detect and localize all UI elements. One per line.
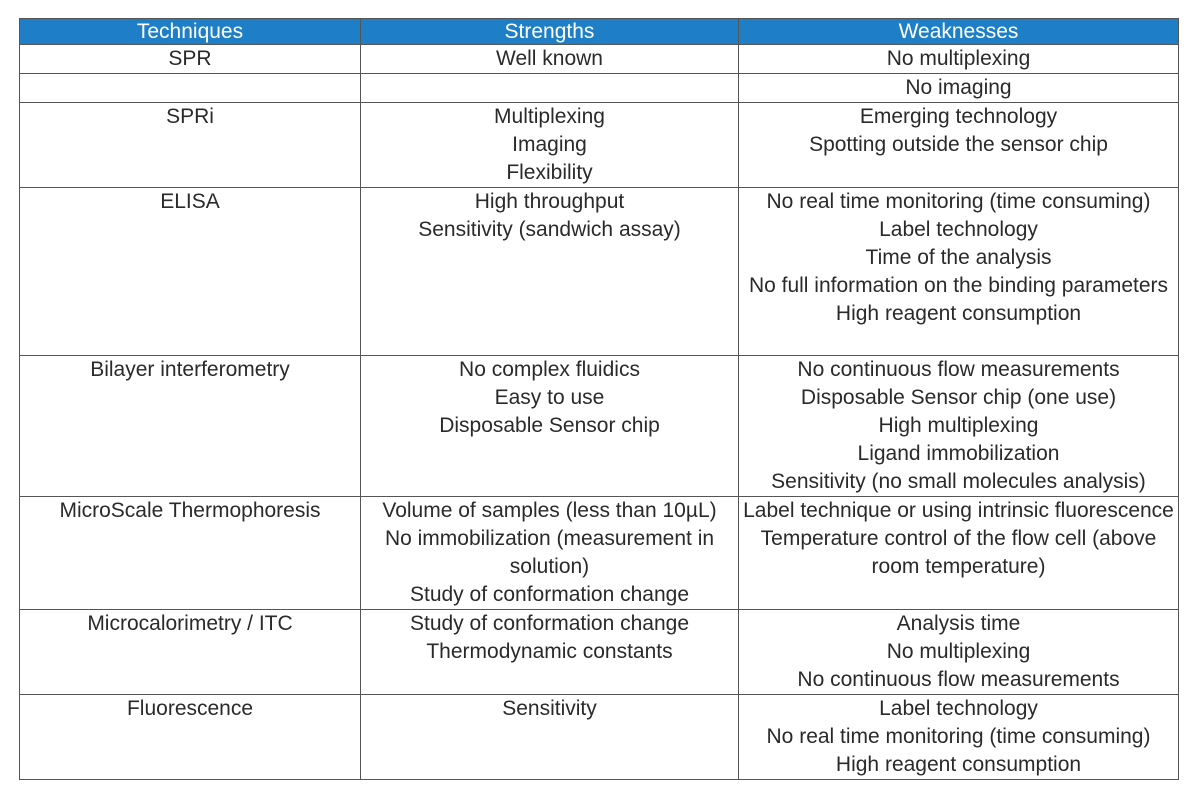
strength-item: Sensitivity — [502, 697, 597, 720]
weaknesse-item: Label technique or using intrinsic fluorescence — [743, 499, 1174, 522]
strengths-cell — [361, 103, 739, 188]
header-techniques: Techniques — [20, 19, 361, 45]
weaknesses-cell — [739, 188, 1179, 356]
weaknesses-cell — [739, 497, 1179, 610]
table-row — [20, 103, 1179, 188]
technique-name: SPR — [168, 47, 212, 70]
strength-item: High throughput — [474, 190, 625, 213]
technique-name: ELISA — [160, 190, 220, 213]
strength-item: Thermodynamic constants — [426, 640, 673, 663]
strengths-cell — [361, 610, 739, 695]
weaknesse-item: Label technology — [879, 218, 1038, 241]
strength-item: Disposable Sensor chip — [439, 414, 660, 437]
technique-cell — [20, 103, 361, 188]
weaknesses-cell — [739, 45, 1179, 74]
weaknesse-item: No multiplexing — [886, 640, 1031, 663]
weaknesse-item: Temperature control of the flow cell (above room temperature) — [760, 527, 1157, 578]
weaknesse-item: High multiplexing — [878, 414, 1039, 437]
weaknesse-item: No continuous flow measurements — [797, 358, 1120, 381]
technique-name: Bilayer interferometry — [90, 358, 290, 381]
technique-cell — [20, 188, 361, 356]
strengths-cell — [361, 45, 739, 74]
weaknesse-item: No full information on the binding parameters — [748, 274, 1169, 297]
header-row — [20, 19, 1179, 45]
weaknesses-cell — [739, 74, 1179, 103]
technique-name: MicroScale Thermophoresis — [59, 499, 321, 522]
weaknesses-cell — [739, 356, 1179, 497]
strength-item: No complex fluidics — [459, 358, 640, 381]
strengths-cell — [361, 497, 739, 610]
weaknesses-cell — [739, 610, 1179, 695]
strength-item: Study of conformation change — [409, 612, 689, 635]
strength-item: Well known — [496, 47, 603, 70]
strength-item: Volume of samples (less than 10µL) — [382, 499, 717, 522]
weaknesse-item: Ligand immobilization — [857, 442, 1060, 465]
weaknesses-cell — [739, 103, 1179, 188]
technique-cell — [20, 45, 361, 74]
table-row — [20, 497, 1179, 610]
strengths-cell — [361, 356, 739, 497]
weaknesse-item: No continuous flow measurements — [797, 668, 1120, 691]
weaknesse-item: No real time monitoring (time consuming) — [766, 190, 1151, 213]
header-strengths: Strengths — [361, 19, 739, 45]
strength-item: No immobilization (measurement in solution) — [384, 527, 715, 578]
table-row — [20, 188, 1179, 356]
weaknesse-item: Time of the analysis — [865, 246, 1052, 269]
weaknesse-item: Label technology — [879, 697, 1038, 720]
strength-item: Multiplexing — [494, 105, 605, 128]
table-row — [20, 695, 1179, 780]
strength-item: Easy to use — [494, 386, 605, 409]
technique-name: Fluorescence — [126, 697, 254, 720]
strength-item: Flexibility — [506, 161, 593, 184]
header-weaknesses: Weaknesses — [739, 19, 1179, 45]
techniques-comparison-table — [19, 18, 1179, 780]
strength-item: Sensitivity (sandwich assay) — [418, 218, 681, 241]
weaknesse-item: No real time monitoring (time consuming) — [766, 725, 1151, 748]
weaknesse-item: No multiplexing — [886, 47, 1031, 70]
weaknesse-item: Emerging technology — [859, 105, 1058, 128]
weaknesses-cell — [739, 695, 1179, 780]
technique-cell — [20, 497, 361, 610]
weaknesse-item: Analysis time — [896, 612, 1021, 635]
technique-cell — [20, 356, 361, 497]
strengths-cell — [361, 695, 739, 780]
strengths-cell — [361, 188, 739, 356]
table-row — [20, 610, 1179, 695]
technique-cell — [20, 610, 361, 695]
weaknesse-item: Sensitivity (no small molecules analysis) — [771, 470, 1146, 493]
strength-item: Study of conformation change — [409, 583, 689, 606]
technique-cell — [20, 695, 361, 780]
strength-item: Imaging — [512, 133, 587, 156]
strengths-cell — [361, 74, 739, 103]
weaknesse-item: High reagent consumption — [835, 302, 1082, 325]
table-row — [20, 356, 1179, 497]
weaknesse-item: No imaging — [905, 76, 1012, 99]
technique-name: SPRi — [166, 105, 214, 128]
weaknesse-item: Spotting outside the sensor chip — [809, 133, 1108, 156]
technique-cell — [20, 74, 361, 103]
table-row — [20, 74, 1179, 103]
weaknesse-item: High reagent consumption — [835, 753, 1082, 776]
table-row — [20, 45, 1179, 74]
technique-name: Microcalorimetry / ITC — [87, 612, 293, 635]
weaknesse-item: Disposable Sensor chip (one use) — [800, 386, 1117, 409]
